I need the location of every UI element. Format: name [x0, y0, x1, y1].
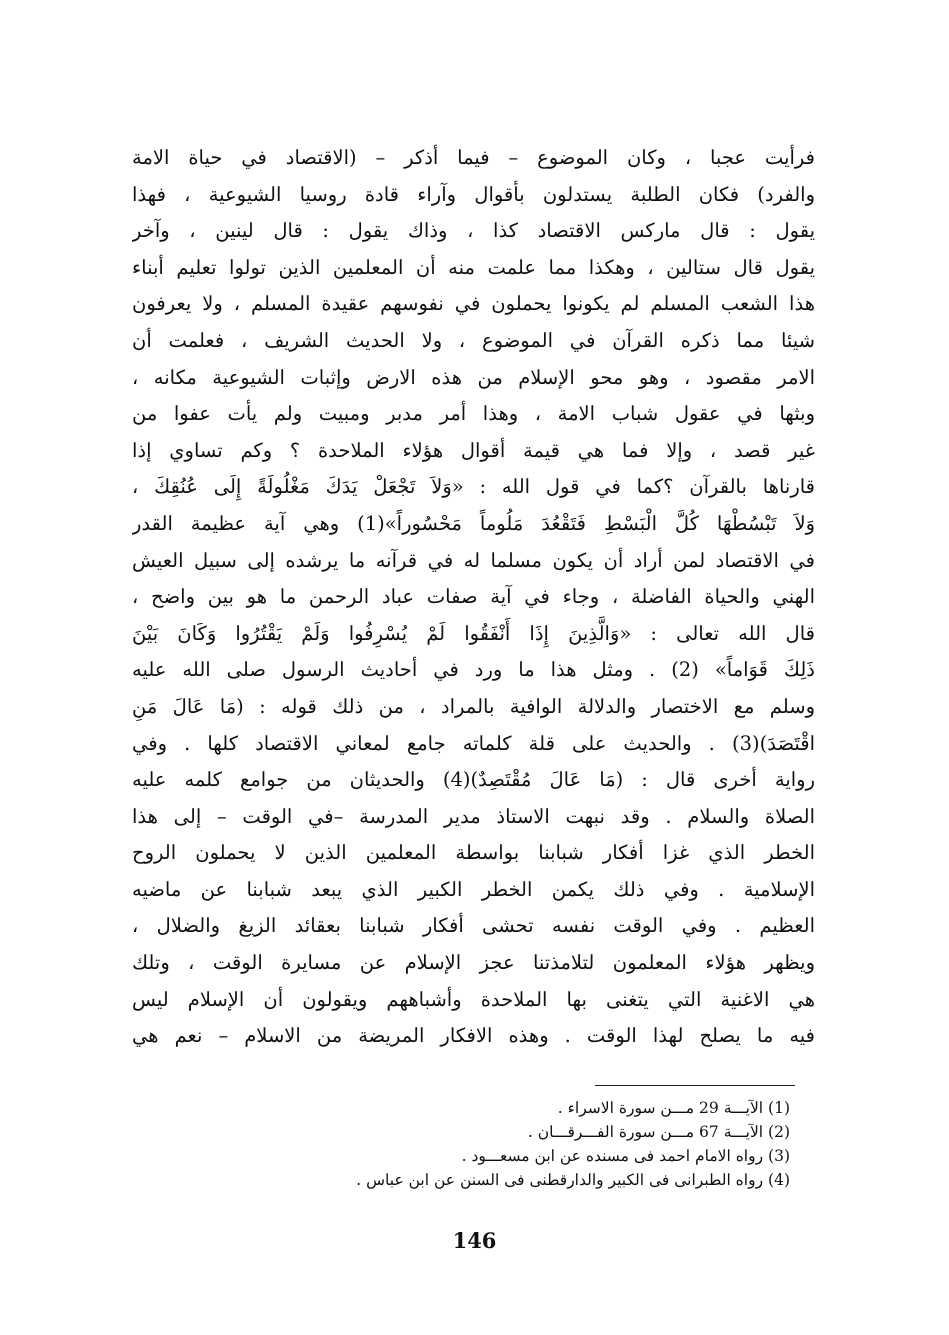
text-line: قال الله تعالى : «وَالَّذِينَ إِذَا أَنْفَقُوا لَمْ يُسْرِفُوا وَلَمْ يَقْتُرُوا وَكَانَ بَيْنَ [132, 621, 815, 645]
footnote-3: (3) رواه الامام احمد فى مسنده عن ابن مسعـــود . [461, 1147, 790, 1165]
text-line: فيه ما يصلح لهذا الوقت . وهذه الافكار المريضة من الاسلام – نعم هي [132, 1024, 815, 1048]
text-line: يقول قال ستالين ، وهكذا مما علمت منه أن المعلمين الذين تولوا تعليم أبناء [132, 255, 815, 279]
text-line: قارناها بالقرآن ؟كما في قول الله : «وَلاَ تَجْعَلْ يَدَكَ مَغْلُولَةً إِلَى عُنُقِكَ ، [132, 475, 815, 499]
page-number: 146 [452, 1228, 497, 1253]
text-line: الصلاة والسلام . وقد نبهت الاستاذ مدير المدرسة –في الوقت – إلى هذا [132, 804, 815, 828]
text-line: يقول : قال ماركس الاقتصاد كذا ، وذاك يقول : قال لينين ، وآخر [132, 219, 815, 243]
footnote-2: (2) الآيـــة 67 مـــن سورة الفـــرقـــان . [527, 1123, 790, 1141]
text-line: رواية أخرى قال : (مَا عَالَ مُقْتَصِدٌ)(4) والحديثان من جوامع كلمه عليه [132, 768, 815, 792]
text-line: العظيم . وفي الوقت نفسه تحشى أفكار شبابنا بعقائد الزيغ والضلال ، [132, 914, 815, 938]
footnote-1: (1) الآيـــة 29 مـــن سورة الاسراء . [557, 1099, 790, 1117]
text-line: الهني والحياة الفاضلة ، وجاء في آية صفات عباد الرحمن ما هو بين واضح ، [132, 585, 815, 609]
text-line: والفرد) فكان الطلبة يستدلون بأقوال وآراء قادة روسيا الشيوعية ، فهذا [132, 182, 815, 206]
text-line: وَلاَ تَبْسُطْهَا كُلَّ الْبَسْطِ فَتَقْعُدَ مَلُوماً مَحْسُوراً»(1) وهي آية عظيمة القدر [132, 511, 815, 535]
footnote-4: (4) رواه الطبرانى فى الكبير والدارقطنى فى السنن عن ابن عباس . [356, 1171, 790, 1189]
text-line: الخطر الذي غزا أفكار شبابنا بواسطة المعلمين الذين لا يحملون الروح [132, 841, 815, 865]
text-line: هي الاغنية التي يتغنى بها الملاحدة وأشباههم ويقولون أن الإسلام ليس [132, 987, 815, 1011]
footnote-separator [595, 1085, 795, 1086]
text-line: في الاقتصاد لمن أراد أن يكون مسلما له في قرآنه ما يرشده إلى سبيل العيش [132, 548, 815, 572]
text-line: ويظهر هؤلاء المعلمون لتلامذتنا عجز الإسلام عن مسايرة الوقت ، وتلك [132, 951, 815, 975]
text-line: الامر مقصود ، وهو محو الإسلام من هذه الارض وإثبات الشيوعية مكانه ، [132, 365, 815, 389]
text-line: الإسلامية . وفي ذلك يكمن الخطر الكبير الذي يبعد شبابنا عن ماضيه [132, 877, 815, 901]
text-line: هذا الشعب المسلم لم يكونوا يحملون في نفوسهم عقيدة المسلم ، ولا يعرفون [132, 292, 815, 316]
text-line: اقْتَصَدَ)(3) . والحديث على قلة كلماته جامع لمعاني الاقتصاد كلها . وفي [132, 731, 815, 755]
text-line: وسلم مع الاختصار والدلالة الوافية بالمراد ، من ذلك قوله : (مَا عَالَ مَنِ [132, 694, 815, 718]
text-line: ذَلِكَ قَوَاماً» (2) . ومثل هذا ما ورد في أحاديث الرسول صلى الله عليه [132, 658, 815, 682]
footnotes [150, 1096, 790, 1192]
text-line: شيئا مما ذكره القرآن في الموضوع ، ولا الحديث الشريف ، فعلمت أن [132, 328, 815, 352]
main-text [132, 140, 815, 1055]
text-line: فرأيت عجبا ، وكان الموضوع – فيما أذكر – (الاقتصاد في حياة الامة [132, 146, 815, 169]
text-line: وبثها في عقول شباب الامة ، وهذا أمر مدبر ومبيت ولم يأت عفوا من [132, 402, 815, 426]
text-line: غير قصد ، وإلا فما هي قيمة أقوال هؤلاء الملاحدة ؟ وكم تساوي إذا [132, 438, 815, 462]
